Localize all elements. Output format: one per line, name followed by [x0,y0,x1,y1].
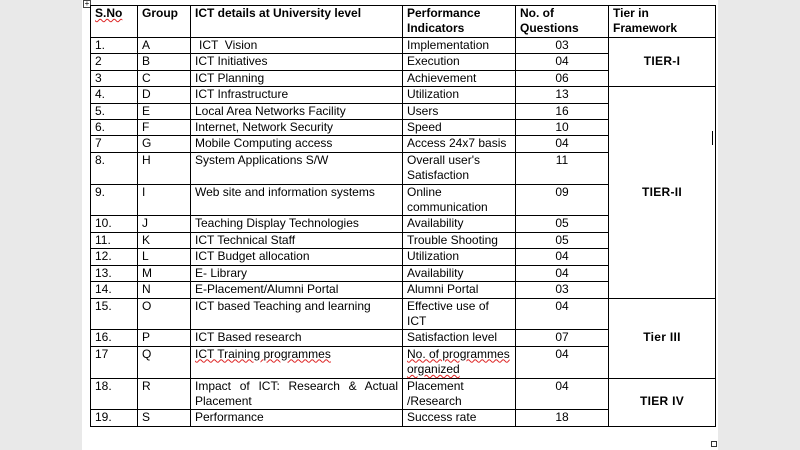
cell-group: D [138,87,191,103]
cell-indicator: No. of programmes organized [403,346,516,378]
cell-ict: ICT Planning [191,70,403,86]
cell-indicator: Speed [403,120,516,136]
cell-ict: Internet, Network Security [191,120,403,136]
cell-group: G [138,136,191,152]
cell-questions: 05 [516,216,609,232]
cell-indicator: Utilization [403,87,516,103]
cell-indicator: Availability [403,265,516,281]
cell-questions: 06 [516,70,609,86]
table-row [91,378,716,410]
cell-questions: 13 [516,87,609,103]
cell-ict: Web site and information systems [191,184,403,216]
cell-indicator: Alumni Portal [403,282,516,298]
ict-framework-table [90,5,716,427]
table-row [91,38,716,54]
cell-indicator: Achievement [403,70,516,86]
header-sno: S.No [91,6,138,38]
cell-ict: ICT Initiatives [191,54,403,70]
cell-questions: 03 [516,38,609,54]
cell-group: R [138,378,191,410]
cell-indicator: Availability [403,216,516,232]
cell-sno: 14. [91,282,138,298]
cell-sno: 6. [91,120,138,136]
cell-questions: 04 [516,265,609,281]
cell-group: C [138,70,191,86]
table-row [91,87,716,103]
cell-group: A [138,38,191,54]
cell-indicator: Execution [403,54,516,70]
cell-questions: 07 [516,330,609,346]
cell-indicator: Users [403,103,516,119]
cell-ict: ICT Training programmes [191,346,403,378]
cell-sno: 18. [91,378,138,410]
cell-group: B [138,54,191,70]
cell-indicator: Utilization [403,249,516,265]
tier-cell: TIER-II [609,87,716,298]
cell-ict: Impact of ICT: Research & Actual Placement [191,378,403,410]
cell-questions: 04 [516,378,609,410]
cell-sno: 16. [91,330,138,346]
header-no-of-questions: No. of Questions [516,6,609,38]
header-tier: Tier in Framework [609,6,716,38]
cell-indicator: Placement /Research [403,378,516,410]
cell-ict: ICT Technical Staff [191,232,403,248]
tier-cell: Tier III [609,298,716,378]
cell-sno: 4. [91,87,138,103]
cell-sno: 5. [91,103,138,119]
header-performance-indicators: Performance Indicators [403,6,516,38]
cell-ict: ICT Based research [191,330,403,346]
cell-sno: 13. [91,265,138,281]
cell-indicator: Effective use of ICT [403,298,516,330]
cell-sno: 17 [91,346,138,378]
cell-ict: Mobile Computing access [191,136,403,152]
cell-group: E [138,103,191,119]
cell-group: P [138,330,191,346]
table-resize-handle[interactable] [711,441,717,447]
cell-ict: Performance [191,410,403,426]
cell-ict: E-Placement/Alumni Portal [191,282,403,298]
cell-sno: 7 [91,136,138,152]
cell-indicator: Trouble Shooting [403,232,516,248]
cell-sno: 11. [91,232,138,248]
cell-sno: 8. [91,152,138,184]
cell-indicator: Overall user's Satisfaction [403,152,516,184]
cell-group: F [138,120,191,136]
cell-ict: ICT Budget allocation [191,249,403,265]
tier-cell: TIER-I [609,38,716,87]
cell-indicator: Online communication [403,184,516,216]
cell-group: S [138,410,191,426]
cell-questions: 09 [516,184,609,216]
cell-questions: 10 [516,120,609,136]
cell-sno: 15. [91,298,138,330]
cell-ict: E- Library [191,265,403,281]
table-row [91,298,716,330]
cell-sno: 19. [91,410,138,426]
cell-questions: 03 [516,282,609,298]
cell-questions: 11 [516,152,609,184]
header-ict-details: ICT details at University level [191,6,403,38]
cell-questions: 04 [516,346,609,378]
cell-questions: 04 [516,54,609,70]
cell-indicator: Success rate [403,410,516,426]
cell-group: O [138,298,191,330]
cell-sno: 1. [91,38,138,54]
cell-group: I [138,184,191,216]
cell-indicator: Access 24x7 basis [403,136,516,152]
cell-sno: 12. [91,249,138,265]
cell-questions: 04 [516,298,609,330]
cell-questions: 04 [516,249,609,265]
cell-ict: Local Area Networks Facility [191,103,403,119]
cell-sno: 10. [91,216,138,232]
tier-cell: TIER IV [609,378,716,426]
cell-group: M [138,265,191,281]
cell-sno: 9. [91,184,138,216]
table-header-row [91,6,716,38]
cell-group: H [138,152,191,184]
cell-questions: 16 [516,103,609,119]
cell-group: J [138,216,191,232]
cell-ict: ICT Vision [191,38,403,54]
cell-questions: 18 [516,410,609,426]
cell-group: Q [138,346,191,378]
table-move-handle-icon[interactable]: + [84,0,90,8]
cell-group: K [138,232,191,248]
cell-ict: ICT based Teaching and learning [191,298,403,330]
cell-ict: ICT Infrastructure [191,87,403,103]
cell-sno: 3 [91,70,138,86]
cell-ict: System Applications S/W [191,152,403,184]
cell-questions: 04 [516,136,609,152]
header-group: Group [138,6,191,38]
cell-ict: Teaching Display Technologies [191,216,403,232]
cell-group: L [138,249,191,265]
cell-sno: 2 [91,54,138,70]
cell-group: N [138,282,191,298]
cell-indicator: Satisfaction level [403,330,516,346]
cell-indicator: Implementation [403,38,516,54]
cell-questions: 05 [516,232,609,248]
